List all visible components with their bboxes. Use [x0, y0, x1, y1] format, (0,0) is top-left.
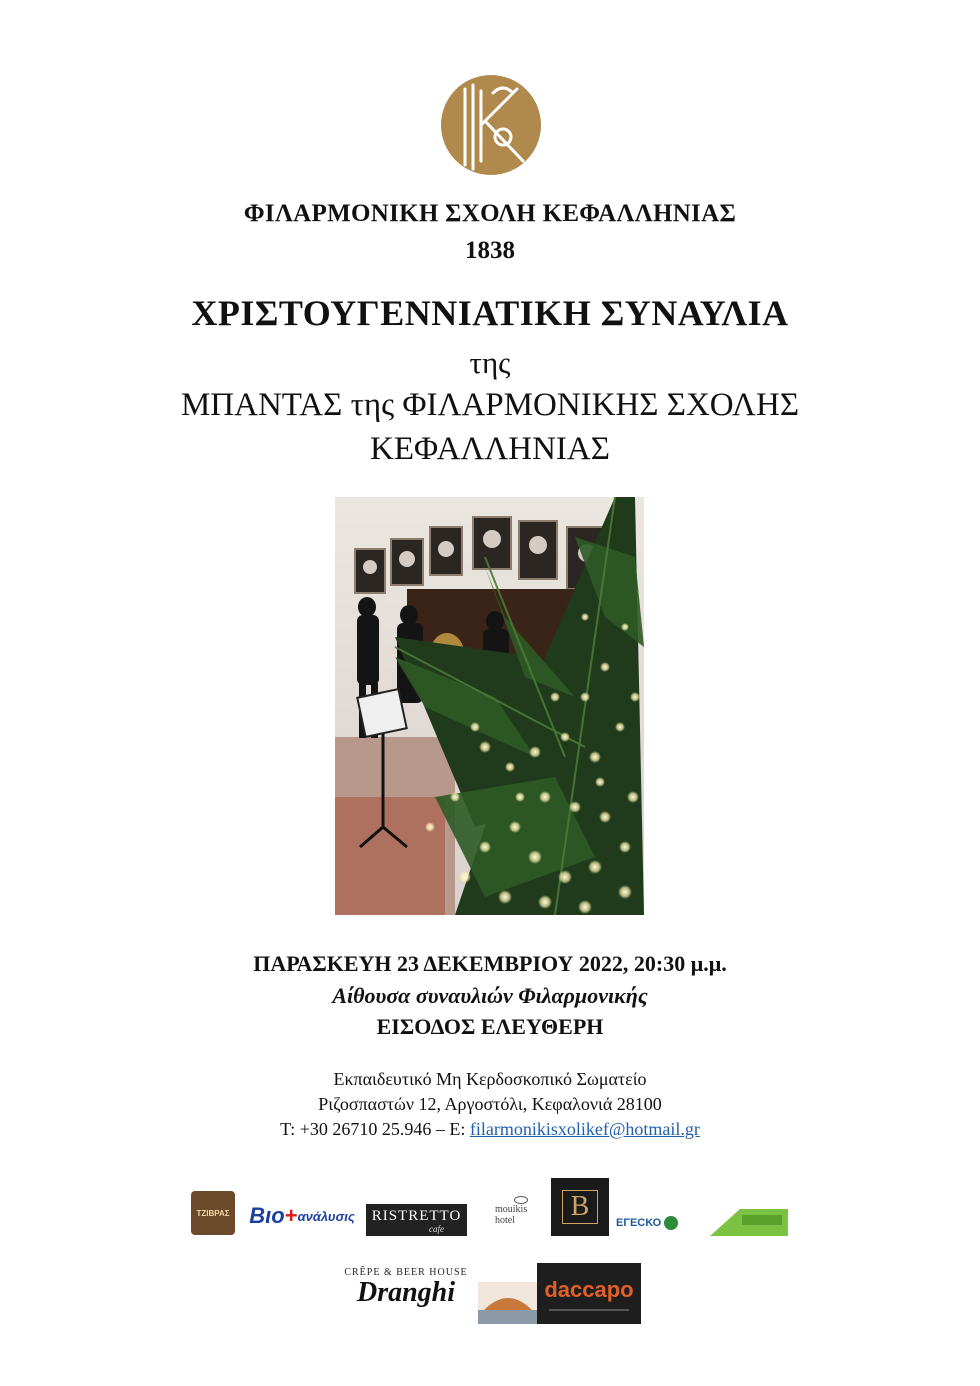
band-name-line-2: ΚΕΦΑΛΛΗΝΙΑΣ [370, 431, 610, 467]
sponsor-crepe-name: Dranghi [356, 1276, 456, 1308]
sponsor-mouikis-logo [495, 1196, 547, 1226]
sponsor-daccapo-text: daccapo [544, 1276, 634, 1302]
concert-title: ΧΡΙΣΤΟΥΓΕΝΝΙΑΤΙΚΗ ΣΥΝΑΥΛΙΑ [191, 293, 789, 333]
leaf-icon [664, 1216, 678, 1230]
phone-text: Τ: +30 26710 25.946 – Ε: [280, 1119, 470, 1139]
sponsor-sunset-logo [478, 1282, 538, 1324]
sponsor-crepe-house-logo [342, 1252, 470, 1322]
sponsor-crepe-house-text: CRÊPE & BEER HOUSE [344, 1266, 468, 1278]
concert-date-time: ΠΑΡΑΣΚΕΥΗ 23 ΔΕΚΕΜΒΡΙΟΥ 2022, 20:30 μ.μ. [253, 951, 727, 976]
concert-venue: Αίθουσα συναυλιών Φιλαρμονικής [332, 983, 648, 1008]
sponsor-tzivras-text: ΤΖΙΒΡΑΣ [196, 1208, 230, 1218]
hotel-emblem-icon [514, 1196, 528, 1204]
email-link[interactable]: filarmonikisxolikef@hotmail.gr [469, 1119, 700, 1139]
sponsor-ristretto-text: RISTRETTO [371, 1207, 462, 1224]
daccapo-underline [549, 1309, 629, 1311]
founding-year: 1838 [465, 237, 515, 264]
band-name-line-1: ΜΠΑΝΤΑΣ της ΦΙΛΑΡΜΟΝΙΚΗΣ ΣΧΟΛΗΣ [180, 387, 800, 423]
sponsor-ristretto-sub: cafe [429, 1223, 444, 1234]
contact-line [0, 1119, 980, 1140]
sponsor-tzivras-logo [191, 1191, 235, 1235]
sponsor-ristretto-logo [366, 1204, 467, 1236]
sponsor-daccapo-logo [537, 1263, 641, 1324]
postal-address: Ριζοσπαστών 12, Αργοστόλι, Κεφαλονιά 28100 [318, 1094, 662, 1114]
sponsor-green-logo [680, 1209, 788, 1236]
free-entry-notice: ΕΙΣΟΔΟΣ ΕΛΕΥΘΕΡΗ [376, 1014, 604, 1039]
sponsor-bio-text: Βιο [249, 1203, 285, 1228]
sponsor-egecko-text: ΕΓΕCΚΟ [616, 1217, 662, 1229]
cross-icon: + [284, 1203, 298, 1228]
association-type: Εκπαιδευτικό Μη Κερδοσκοπικό Σωματείο [333, 1069, 647, 1089]
sponsor-mouikis-text: mouikis hotel [495, 1204, 528, 1226]
sponsor-b-logo [551, 1178, 609, 1236]
title-connector: της [469, 345, 511, 380]
organization-name: ΦΙΛΑΡΜΟΝΙΚΗ ΣΧΟΛΗ ΚΕΦΑΛΛΗΝΙΑΣ [243, 200, 737, 227]
sponsor-bioanalysis-logo [244, 1203, 360, 1229]
sponsor-analysis-text: ανάλυσις [297, 1208, 355, 1224]
sponsor-b-letter: B [562, 1190, 599, 1224]
christmas-tree-photo [335, 497, 644, 915]
green-banner-icon [680, 1209, 788, 1236]
philharmonic-logo [437, 73, 545, 177]
sunset-icon [478, 1282, 538, 1324]
sponsor-egecko-logo [616, 1212, 678, 1234]
